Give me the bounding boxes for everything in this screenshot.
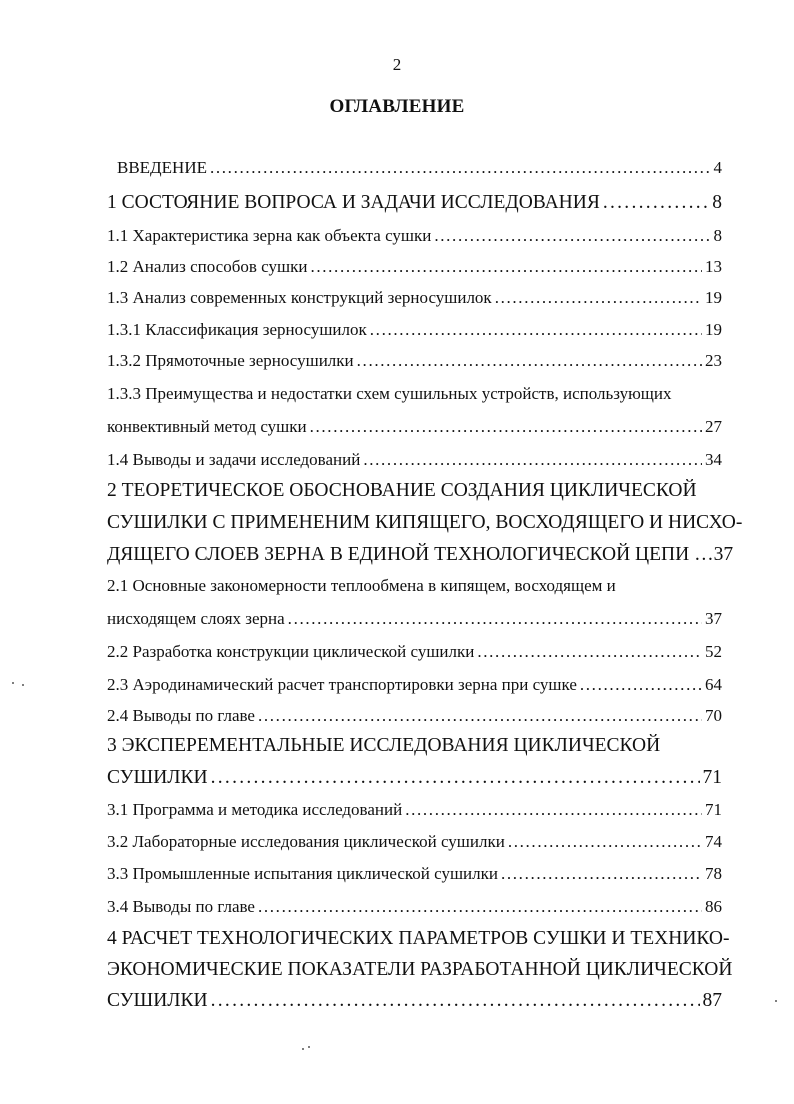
toc-leader [211, 990, 700, 1012]
toc-entry-page: 71 [702, 767, 722, 788]
toc-entry-text: 1.3.3 Преимущества и недостатки схем сушильных устройств, использующих [107, 384, 672, 403]
toc-leader [288, 609, 702, 629]
toc-entry-2-3 [107, 675, 722, 703]
toc-leader [501, 864, 702, 884]
toc-entry-chapter-4 [107, 928, 730, 956]
toc-entry-1-3-3 [107, 384, 722, 412]
toc-entry-page: 13 [705, 257, 722, 276]
toc-entry-page: 70 [705, 706, 722, 725]
scan-speck [302, 1048, 304, 1050]
toc-leader [258, 706, 702, 726]
toc-entry-text: ВВЕДЕНИЕ [117, 158, 207, 177]
toc-entry-text: 4 РАСЧЕТ ТЕХНОЛОГИЧЕСКИХ ПАРАМЕТРОВ СУШКИ И ТЕХНИКО- [107, 928, 730, 949]
toc-leader [258, 897, 702, 917]
toc-entry-1-3-2 [107, 351, 722, 379]
toc-entry-text: 3.2 Лабораторные исследования циклической сушилки [107, 832, 505, 851]
toc-entry-text: СУШИЛКИ [107, 990, 208, 1011]
toc-entry-chapter-3 [107, 735, 722, 763]
toc-entry-page: 71 [705, 800, 722, 819]
toc-entry-2-4 [107, 706, 722, 734]
toc-entry-page: 87 [702, 990, 722, 1011]
toc-entry-text: нисходящем слоях зерна [107, 609, 285, 628]
toc-leader [434, 226, 710, 246]
scan-speck [308, 1046, 310, 1048]
toc-entry-page: 27 [705, 417, 722, 436]
toc-entry-chapter-4-cont2 [107, 990, 722, 1018]
toc-entry-text: 2 ТЕОРЕТИЧЕСКОЕ ОБОСНОВАНИЕ СОЗДАНИЯ ЦИКЛИЧЕСКОЙ [107, 480, 697, 501]
toc-entry-page: 64 [705, 675, 722, 694]
toc-entry-page: 19 [705, 320, 722, 339]
toc-entry-page: 8 [712, 192, 722, 213]
toc-leader [477, 642, 702, 662]
toc-entry-2-2 [107, 642, 722, 670]
toc-entry-text: ЭКОНОМИЧЕСКИЕ ПОКАЗАТЕЛИ РАЗРАБОТАННОЙ ЦИКЛИЧЕСКОЙ [107, 959, 733, 980]
toc-entry-chapter-4-cont [107, 959, 733, 987]
toc-entry-text: 2.3 Аэродинамический расчет транспортировки зерна при сушке [107, 675, 577, 694]
toc-entry-text: 1.3.2 Прямоточные зерносушилки [107, 351, 354, 370]
toc-entry-3-4 [107, 897, 722, 925]
toc-entry-text: 3.1 Программа и методика исследований [107, 800, 403, 819]
toc-entry-text: 1.3.1 Классификация зерносушилок [107, 320, 367, 339]
toc-entry-text: конвективный метод сушки [107, 417, 307, 436]
page-number: 2 [392, 55, 402, 74]
toc-entry-text: 1.1 Характеристика зерна как объекта сушки [107, 226, 432, 245]
toc-entry-1-3-3-cont [107, 417, 722, 445]
toc-entry-text: 1.4 Выводы и задачи исследований [107, 450, 361, 469]
toc-entry-1-3 [107, 288, 722, 316]
toc-entry-1-3-1 [107, 320, 722, 348]
toc-entry-2-1 [107, 576, 722, 604]
toc-entry-3-2 [107, 832, 722, 860]
toc-entry-chapter-2-cont2 [107, 544, 734, 572]
toc-entry-text: 1.3 Анализ современных конструкций зерносушилок [107, 288, 492, 307]
toc-entry-1-1 [107, 226, 722, 254]
toc-entry-page: 74 [705, 832, 722, 851]
toc-leader [370, 320, 702, 340]
toc-entry-text: 1.2 Анализ способов сушки [107, 257, 308, 276]
toc-entry-text: ДЯЩЕГО СЛОЕВ ЗЕРНА В ЕДИНОЙ ТЕХНОЛОГИЧЕСКОЙ ЦЕПИ … [107, 544, 714, 565]
toc-leader [211, 767, 700, 789]
toc-entry-page: 4 [713, 158, 722, 177]
toc-entry-introduction [117, 158, 722, 186]
toc-entry-text: 3.4 Выводы по главе [107, 897, 255, 916]
toc-entry-1-2 [107, 257, 722, 285]
toc-title: ОГЛАВЛЕНИЕ [329, 96, 465, 117]
toc-entry-text: 2.2 Разработка конструкции циклической сушилки [107, 642, 475, 661]
toc-entry-page: 8 [713, 226, 722, 245]
toc-leader [357, 351, 702, 371]
toc-entry-chapter-2-cont [107, 512, 743, 540]
toc-entry-2-1-cont [107, 609, 722, 637]
toc-entry-page: 19 [705, 288, 722, 307]
toc-entry-chapter-1 [107, 192, 722, 220]
scan-speck [12, 682, 14, 684]
toc-entry-3-1 [107, 800, 722, 828]
toc-entry-text: 2.4 Выводы по главе [107, 706, 255, 725]
toc-leader [603, 192, 709, 214]
scan-speck [775, 1000, 777, 1002]
toc-entry-page: 37 [705, 609, 722, 628]
toc-entry-chapter-3-cont [107, 767, 722, 795]
toc-leader [310, 417, 702, 437]
toc-leader [580, 675, 702, 695]
toc-entry-text: 1 СОСТОЯНИЕ ВОПРОСА И ЗАДАЧИ ИССЛЕДОВАНИЯ [107, 192, 600, 213]
toc-entry-page: 52 [705, 642, 722, 661]
toc-entry-page: 37 [713, 544, 734, 565]
toc-leader [508, 832, 702, 852]
toc-entry-page: 78 [705, 864, 722, 883]
toc-leader [405, 800, 702, 820]
toc-entry-page: 86 [705, 897, 722, 916]
toc-entry-text: СУШИЛКИ [107, 767, 208, 788]
toc-entry-text: 3.3 Промышленные испытания циклической сушилки [107, 864, 498, 883]
toc-entry-text: 2.1 Основные закономерности теплообмена в кипящем, восходящем и [107, 576, 616, 595]
toc-leader [495, 288, 702, 308]
toc-entry-page: 23 [705, 351, 722, 370]
toc-leader [310, 257, 702, 277]
toc-entry-text: СУШИЛКИ С ПРИМЕНЕНИМ КИПЯЩЕГО, ВОСХОДЯЩЕГО И НИСХО- [107, 512, 743, 533]
toc-leader [210, 158, 711, 178]
toc-entry-3-3 [107, 864, 722, 892]
toc-entry-text: 3 ЭКСПЕРЕМЕНТАЛЬНЫЕ ИССЛЕДОВАНИЯ ЦИКЛИЧЕСКОЙ [107, 735, 661, 756]
toc-leader [363, 450, 702, 470]
toc-entry-1-4 [107, 450, 722, 478]
scan-speck [22, 684, 24, 686]
toc-entry-chapter-2 [107, 480, 722, 508]
toc-entry-page: 34 [705, 450, 722, 469]
